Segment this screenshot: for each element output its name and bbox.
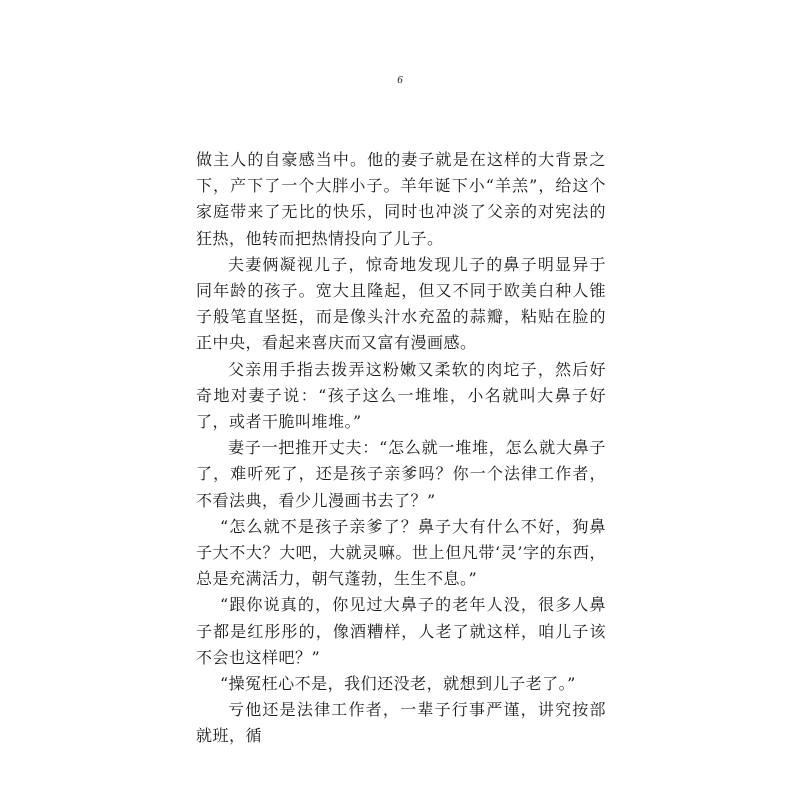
paragraph-5: “怎么就不是孩子亲爹了？鼻子大有什么不好，狗鼻子大不大？大吧，大就灵嘛。世上但凡带‘灵’字的东西，总是充满活力，朝气蓬勃，生生不息。” xyxy=(196,516,606,589)
paragraph-3: 父亲用手指去拨弄这粉嫩又柔软的肉坨子，然后好奇地对妻子说：“孩子这么一堆堆，小名就叫大鼻子好了，或者干脆叫堆堆。” xyxy=(196,359,606,432)
paragraph-4: 妻子一把推开丈夫：“怎么就一堆堆，怎么就大鼻子了，难听死了，还是孩子亲爹吗？你一个法律工作者，不看法典，看少儿漫画书去了？” xyxy=(196,438,606,510)
paragraph-6: “跟你说真的，你见过大鼻子的老年人没，很多人鼻子都是红彤彤的，像酒糟样，人老了就这样，咱儿子该不会也这样吧？” xyxy=(196,595,606,667)
page-number: 6 xyxy=(397,74,403,86)
paragraph-2: 夫妻俩凝视儿子，惊奇地发现儿子的鼻子明显异于同年龄的孩子。宽大且隆起，但又不同于欧美白种人锥子般笔直坚挺，而是像头汁水充盈的蒜瓣，粘贴在脸的正中央，看起来喜庆而又富有漫画感。 xyxy=(196,254,606,353)
body-text xyxy=(196,147,606,750)
paragraph-8: 亏他还是法律工作者，一辈子行事严谨，讲究按部就班，循 xyxy=(196,700,606,746)
paragraph-1: 做主人的自豪感当中。他的妻子就是在这样的大背景之下，产下了一个大胖小子。羊年诞下小“羊羔”，给这个家庭带来了无比的快乐，同时也冲淡了父亲的对宪法的狂热，他转而把热情投向了儿子。 xyxy=(196,150,606,248)
paragraph-7: “操冤枉心不是，我们还没老，就想到儿子老了。” xyxy=(220,674,576,694)
